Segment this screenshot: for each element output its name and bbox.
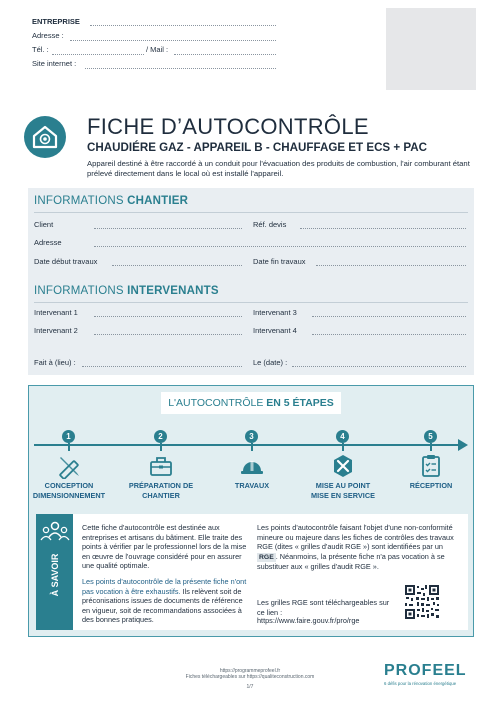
footer-url-2[interactable]: Fiches téléchargeables sur https://qualiteconstruction.com (185, 674, 315, 680)
intervenant-3-field[interactable] (312, 316, 466, 317)
steps-header-bold: EN 5 ÉTAPES (266, 397, 334, 409)
intervenants-section-title (34, 285, 219, 297)
chantier-section-title (34, 195, 188, 207)
hard-hat-icon (239, 453, 265, 479)
qr-code-icon[interactable] (404, 584, 440, 620)
rge-link[interactable]: https://www.faire.gouv.fr/pro/rge (257, 616, 360, 625)
intervenants-divider (34, 302, 468, 303)
intervenants-title-bold: INTERVENANTS (127, 285, 219, 297)
page-description: Appareil destiné à être raccordé à un conduit pour l'évacuation des produits de combustion, l'air comburant étant prélevé directement dans le local où est installé l'appareil. (87, 159, 470, 178)
company-website-line[interactable] (85, 68, 276, 69)
step-tick (160, 443, 162, 451)
footer-url-1[interactable]: https://programmeprofeel.fr (219, 668, 281, 674)
step-tick (430, 443, 432, 451)
le-date-field[interactable] (292, 366, 466, 367)
intervenant-1-label: Intervenant 1 (34, 308, 78, 317)
le-date-label: Le (date) : (253, 358, 288, 367)
step-label-line: MISE EN SERVICE (311, 491, 375, 500)
step-number: 4 (336, 430, 349, 443)
rge-badge: RGE (259, 553, 274, 561)
step-tick (342, 443, 344, 451)
intervenants-title-light: INFORMATIONS (34, 285, 128, 297)
savoir-right-para1-b: . Néanmoins, la présente fiche n'a pas vocation à se substituer aux « grilles d'audit RGE ». (257, 551, 445, 572)
savoir-left-para2 (82, 577, 247, 625)
intervenant-2-label: Intervenant 2 (34, 326, 78, 335)
intervenant-3-label: Intervenant 3 (253, 308, 297, 317)
savoir-right-para2: Les grilles RGE sont téléchargeables sur ce lien : (257, 598, 390, 617)
step-label-line: PRÉPARATION DE (128, 481, 194, 490)
step-number: 1 (62, 430, 75, 443)
company-logo-placeholder[interactable] (386, 8, 476, 90)
adresse-field[interactable] (94, 246, 466, 247)
step-tick (251, 443, 253, 451)
savoir-right-para1-a: Les points d'autocontrôle faisant l'objet d'une non-conformité mineure ou majeure dans les fiches de contrôles des travaux RGE (dites « grilles d'audit RGE ») sont identifiées par un (257, 523, 454, 552)
timeline-arrow (34, 444, 464, 446)
date-fin-label: Date fin travaux (253, 257, 306, 266)
ref-devis-label: Réf. devis (253, 220, 287, 229)
step-label (207, 481, 297, 491)
profeel-logo: PROFEEL (384, 662, 467, 679)
step-label-line: CONCEPTION (44, 481, 94, 490)
step-number: 2 (154, 430, 167, 443)
company-phone-line[interactable] (52, 54, 144, 55)
savoir-label: À SAVOIR (50, 553, 60, 597)
footer-page-number: 1/7 (246, 684, 254, 690)
info-panel (28, 188, 474, 375)
fait-a-field[interactable] (82, 366, 242, 367)
company-mail-label: / Mail : (146, 45, 169, 54)
step-label (24, 481, 114, 501)
timeline-arrow-head (458, 439, 468, 451)
page-title: FICHE D’AUTOCONTRÔLE (87, 114, 369, 139)
step-label-line: RÉCEPTION (409, 481, 453, 490)
intervenant-4-label: Intervenant 4 (253, 326, 297, 335)
date-debut-field[interactable] (112, 265, 242, 266)
step-label-line: DIMENSIONNEMENT (32, 491, 106, 500)
step-label-line: MISE AU POINT (315, 481, 371, 490)
page-subtitle: CHAUDIÉRE GAZ - APPAREIL B - CHAUFFAGE ET ECS + PAC (87, 141, 427, 154)
house-icon (24, 116, 66, 158)
step-label (386, 481, 476, 491)
step-number: 3 (245, 430, 258, 443)
client-label: Client (34, 220, 54, 229)
ruler-pencil-icon (56, 453, 82, 479)
date-fin-field[interactable] (316, 265, 466, 266)
tools-icon (330, 453, 356, 479)
profeel-tagline: 6 défis pour la rénovation énergétique (384, 681, 457, 686)
step-number: 5 (424, 430, 437, 443)
step-label-line: TRAVAUX (234, 481, 270, 490)
intervenant-4-field[interactable] (312, 334, 466, 335)
company-phone-label: Tél. : (32, 45, 49, 54)
checklist-icon (418, 453, 444, 479)
steps-header-light: L'AUTOCONTRÔLE (168, 397, 267, 409)
savoir-right-para1 (257, 523, 461, 572)
chantier-title-light: INFORMATIONS (34, 195, 128, 207)
client-field[interactable] (94, 228, 242, 229)
fait-a-label: Fait à (lieu) : (34, 358, 76, 367)
savoir-left-para2-highlight: Les points d'autocontrôle de la présente fiche n'ont pas vocation à être exhaustifs. (82, 577, 247, 596)
intervenant-2-field[interactable] (94, 334, 242, 335)
people-icon (40, 520, 70, 546)
savoir-left-para1: Cette fiche d'autocontrôle est destinée aux entreprises et artisans du bâtiment. Elle traite des points à vérifier par le professionnel lors de la mise en œuvre de l'ouvrage considéré pour en assurer une qualité optimale. (82, 523, 247, 571)
intervenant-1-field[interactable] (94, 316, 242, 317)
company-mail-line[interactable] (174, 54, 276, 55)
step-label (298, 481, 388, 501)
date-debut-label: Date début travaux (34, 257, 98, 266)
company-address-label: Adresse : (32, 31, 64, 40)
company-website-label: Site internet : (32, 59, 77, 68)
company-name-line[interactable] (90, 25, 276, 26)
chantier-title-bold: CHANTIER (127, 195, 189, 207)
adresse-label: Adresse (34, 238, 62, 247)
chantier-divider (34, 212, 468, 213)
ref-devis-field[interactable] (300, 228, 466, 229)
company-address-line[interactable] (70, 40, 276, 41)
toolbox-icon (148, 453, 174, 479)
step-tick (68, 443, 70, 451)
step-label (116, 481, 206, 501)
company-heading: ENTREPRISE (32, 17, 80, 26)
steps-header (161, 392, 341, 414)
step-label-line: CHANTIER (142, 491, 180, 500)
savoir-left-para2-rest: Ils relèvent soit de préconisations issues de documents de référence en vigueur, soit de recommandations associées à des bonnes pratiques. (82, 586, 243, 625)
